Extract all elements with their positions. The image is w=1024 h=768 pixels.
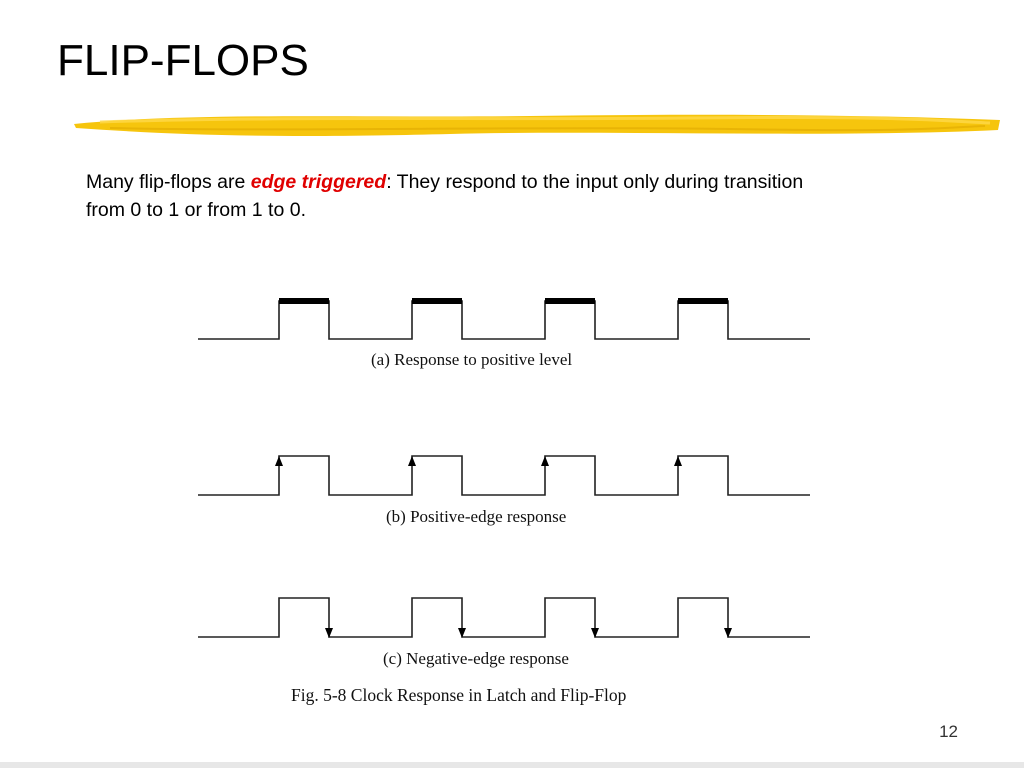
rising-edge-arrow-1	[275, 456, 283, 466]
level-bar-2	[412, 298, 462, 304]
edge-triggered-emphasis: edge triggered	[250, 171, 387, 193]
rising-edge-arrow-2	[408, 456, 416, 466]
caption-negative-edge: (c) Negative-edge response	[383, 649, 569, 668]
level-bar-3	[545, 298, 595, 304]
footer-bar	[0, 762, 1024, 768]
page-number: 12	[939, 722, 958, 741]
waveform-positive-edge	[198, 456, 810, 495]
waveform-positive-level	[198, 298, 810, 339]
slide-title: FLIP-FLOPS	[57, 36, 309, 85]
intro-text-before: Many flip-flops are	[86, 171, 251, 193]
caption-positive-edge: (b) Positive-edge response	[386, 507, 567, 526]
level-bar-4	[678, 298, 728, 304]
intro-text-after: : They respond to the input only during transition from 0 to 1 or from 1 to 0.	[86, 171, 804, 221]
caption-positive-level: (a) Response to positive level	[371, 350, 573, 369]
level-bar-1	[279, 298, 329, 304]
rising-edge-arrow-3	[541, 456, 549, 466]
figure-caption: Fig. 5-8 Clock Response in Latch and Flip-Flop	[291, 685, 627, 705]
rising-edge-arrow-4	[674, 456, 682, 466]
waveform-negative-edge	[198, 598, 810, 638]
